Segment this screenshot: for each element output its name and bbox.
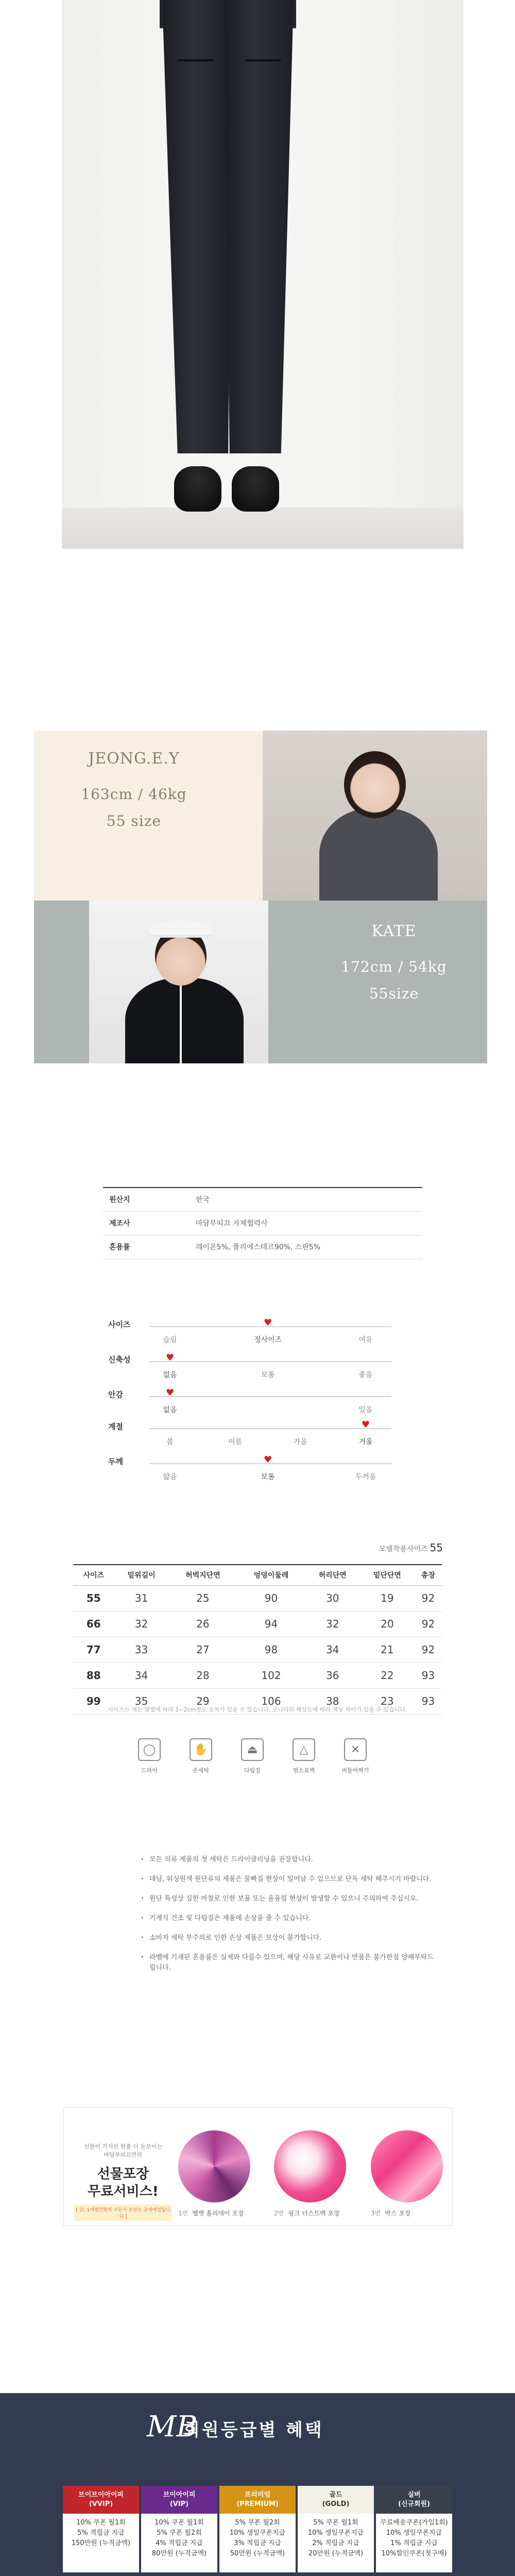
model-a-photo [263, 731, 487, 901]
care-label: 드라이 [141, 1767, 158, 1774]
tier-name: 브이아이피 [163, 2491, 196, 2499]
fit-grade-option: 보통 [261, 1371, 275, 1379]
product-info-table [103, 1187, 422, 1259]
size-header: 총장 [415, 1565, 442, 1585]
membership-tier [63, 2486, 139, 2576]
care-item-hand-wash [180, 1738, 221, 1774]
size-cell: 66 [73, 1611, 114, 1637]
size-note: 사이즈는 재는 방법에 따라 1~2cm정도 오차가 있을 수 있습니다. 모니터의 해상도에 따라 색상 차이가 있을 수 있습니다. [108, 1706, 407, 1713]
size-table [73, 1564, 442, 1715]
care-label: 다림질 [244, 1767, 261, 1774]
info-value: 레이온5%, 폴리에스테르90%, 스판5% [196, 1235, 422, 1259]
care-item-iron [232, 1738, 273, 1774]
model-size-caption-label: 모델착용사이즈 [379, 1545, 428, 1553]
gift-option-number: 2번 [274, 2210, 284, 2217]
info-key: 원산지 [103, 1188, 196, 1211]
model-size-caption [319, 1541, 443, 1554]
no-bleach-icon: △ [293, 1738, 315, 1761]
info-row [103, 1211, 422, 1235]
care-note: · 모든 의류 제품의 첫 세탁은 드라이클리닝을 권장합니다. [140, 1855, 434, 1865]
info-value: 한국 [196, 1188, 422, 1211]
fit-grade-label: 안감 [108, 1390, 123, 1399]
fit-grade-option: 가을 [293, 1438, 307, 1446]
tier-benefit: 무료배송쿠폰(가입1회) [380, 2519, 448, 2527]
tier-header [298, 2486, 374, 2514]
info-key: 혼용률 [103, 1235, 196, 1259]
size-cell: 32 [114, 1611, 169, 1637]
model-b-name: KATE [371, 922, 417, 940]
heel-shoe-right [232, 466, 279, 512]
model-a-height-weight: 163cm / 46kg [81, 786, 187, 803]
tier-benefit: 3% 적립금 지급 [234, 2539, 281, 2547]
size-header: 엉덩이둘레 [237, 1565, 305, 1585]
tier-benefit: 4% 적립금 지급 [156, 2539, 203, 2547]
gift-wrap-banner [63, 2107, 453, 2226]
size-cell: 92 [415, 1611, 442, 1637]
gift-headline: 선물포장 무료서비스! [88, 2166, 159, 2199]
info-row [103, 1235, 422, 1259]
info-row [103, 1188, 422, 1211]
size-cell: 21 [360, 1637, 415, 1663]
model-b-photo [89, 901, 268, 1063]
gift-option-2-caption [274, 2209, 340, 2217]
tier-header [219, 2486, 296, 2514]
model-a-size: 55 size [106, 812, 162, 829]
hand-wash-icon: ✋ [190, 1738, 212, 1761]
tier-benefits [141, 2514, 217, 2572]
size-table-header-row [73, 1565, 442, 1585]
size-cell: 93 [415, 1663, 442, 1688]
fit-grade-option: 보통 [261, 1473, 275, 1481]
size-cell: 31 [114, 1585, 169, 1611]
model-b-top [125, 978, 244, 1063]
fit-grade-option: 정사이즈 [253, 1336, 282, 1344]
gift-option-name: 박스 포장 [385, 2210, 411, 2217]
membership-tier [141, 2486, 217, 2576]
info-value: 마담부띠끄 자체협력사 [196, 1211, 422, 1235]
tier-name: 프리미엄 [244, 2491, 271, 2499]
size-header: 밑위길이 [114, 1565, 169, 1585]
fit-grade-option: 두꺼움 [355, 1473, 376, 1481]
model-b-cap [150, 920, 212, 938]
tier-code: (VVIP) [89, 2500, 113, 2508]
tier-benefit: 20만원 (누적금액) [308, 2550, 364, 2557]
size-cell: 55 [73, 1585, 114, 1611]
fit-grade-option: 슬림 [163, 1336, 177, 1344]
tier-benefit: 150만원 (누적금액) [71, 2539, 131, 2547]
size-cell: 94 [237, 1611, 305, 1637]
brand-logo: MB [147, 2410, 198, 2444]
care-item-no-bleach [283, 1738, 324, 1774]
tier-benefits [63, 2514, 139, 2572]
size-cell: 77 [73, 1637, 114, 1663]
size-cell: 38 [305, 1688, 360, 1714]
size-cell: 102 [237, 1663, 305, 1688]
model-b-height-weight: 172cm / 54kg [341, 958, 447, 975]
pants-left-leg [162, 0, 232, 453]
tier-benefit: 10% 생일쿠폰지급 [307, 2529, 364, 2537]
size-table-row [73, 1585, 442, 1611]
tier-benefit: 5% 쿠폰 월2회 [157, 2529, 202, 2537]
tier-name: 실버 [407, 2491, 421, 2499]
membership-tier [298, 2486, 374, 2572]
size-cell: 34 [305, 1637, 360, 1663]
size-header: 허벅지단면 [169, 1565, 237, 1585]
tier-code: (PREMIUM) [236, 2500, 279, 2508]
size-cell: 88 [73, 1663, 114, 1688]
size-cell: 28 [169, 1663, 237, 1688]
size-cell: 34 [114, 1663, 169, 1688]
selected-heart-icon: ♥ [264, 1317, 272, 1328]
fit-grade-label: 계절 [108, 1422, 123, 1431]
membership-tier [376, 2486, 452, 2572]
fit-grade-scale-line [149, 1396, 391, 1397]
care-label: 염소표백 [293, 1767, 315, 1774]
fit-grade-option: 좋음 [358, 1371, 373, 1379]
model-b-size: 55size [369, 985, 419, 1002]
model-a-name: JEONG.E.Y [88, 750, 180, 768]
tier-benefit: 5% 적립금 지급 [77, 2529, 125, 2537]
tier-benefit: 1% 적립금 지급 [390, 2539, 438, 2547]
tier-benefit: 10% 쿠폰 월1회 [154, 2519, 204, 2527]
membership-tier [219, 2486, 296, 2576]
model-b-zipper [180, 983, 182, 1063]
tier-header [63, 2486, 139, 2514]
tier-benefits [376, 2514, 452, 2572]
size-cell: 36 [305, 1663, 360, 1688]
model-a-top [319, 808, 438, 901]
fit-grade-option: 얇음 [163, 1473, 177, 1481]
tier-benefits [298, 2514, 374, 2572]
back-pocket-right [245, 59, 281, 61]
care-instructions [129, 1738, 386, 1790]
gift-option-number: 3번 [371, 2210, 381, 2217]
gift-option-1-caption [178, 2209, 244, 2217]
tier-benefit: 80만원 (누적금액) [151, 2550, 207, 2557]
fit-grade-row [108, 1456, 397, 1497]
care-item-dry-clean [129, 1738, 170, 1774]
tier-code: (VIP) [169, 2500, 189, 2508]
fit-grade-option: 있음 [358, 1406, 373, 1414]
selected-heart-icon: ♥ [166, 1387, 175, 1398]
tier-benefit: 50만원 (누적금액) [230, 2550, 285, 2557]
care-note: · 기계식 건조 및 다림질은 제품에 손상을 줄 수 있습니다. [140, 1913, 434, 1924]
size-cell: 92 [415, 1637, 442, 1663]
size-cell: 29 [169, 1688, 237, 1714]
fit-grade-scale-line [149, 1361, 391, 1362]
selected-heart-icon: ♥ [166, 1352, 175, 1363]
size-cell: 32 [305, 1611, 360, 1637]
gift-option-2-image [274, 2130, 346, 2202]
gift-option-1-image [178, 2130, 250, 2202]
tier-benefit: 10% 쿠폰 월1회 [76, 2519, 126, 2527]
size-cell: 33 [114, 1637, 169, 1663]
care-note: · 라벨에 기재된 혼용률은 실제와 다를수 있으며, 해당 사유로 교환이나 반품은 불가한점 양해부탁드립니다. [140, 1953, 434, 1973]
tier-benefits [219, 2514, 296, 2572]
size-table-row [73, 1637, 442, 1663]
fit-grade-option: 여름 [228, 1438, 243, 1446]
care-notes-list [140, 1855, 434, 1982]
model-size-caption-value: 55 [430, 1541, 443, 1554]
iron-icon: ⏏ [241, 1738, 264, 1761]
fit-grade-option: 봄 [166, 1438, 174, 1446]
size-header: 사이즈 [73, 1565, 114, 1585]
gift-option-3-image [371, 2130, 443, 2202]
care-note: · 원단 특성상 심한 마찰로 인한 보풀 또는 올풀림 현상이 발생할 수 있으니 주의하여 주십시오. [140, 1894, 434, 1904]
size-cell: 35 [114, 1688, 169, 1714]
size-header: 밑단단면 [360, 1565, 415, 1585]
heel-shoe-left [174, 466, 221, 512]
size-cell: 20 [360, 1611, 415, 1637]
back-pocket-left [178, 59, 214, 61]
size-cell: 30 [305, 1585, 360, 1611]
care-note: · 소비자 세탁 부주의로 인한 손상 제품은 보상이 불가합니다. [140, 1933, 434, 1943]
info-key: 제조사 [103, 1211, 196, 1235]
size-cell: 22 [360, 1663, 415, 1688]
tier-benefit: 10% 생일쿠폰지급 [229, 2529, 286, 2537]
size-header: 허리단면 [305, 1565, 360, 1585]
tier-benefit: 5% 쿠폰 월2회 [235, 2519, 280, 2527]
tier-name: 브이브이아이피 [78, 2491, 124, 2499]
model-b-info [324, 922, 464, 1007]
size-table-row [73, 1663, 442, 1688]
tier-benefit: 5% 쿠폰 월1회 [313, 2519, 358, 2527]
fit-grade-option: 여유 [358, 1336, 373, 1344]
size-cell: 99 [73, 1688, 114, 1714]
care-label: 손세탁 [193, 1767, 209, 1774]
tier-benefit: 2% 적립금 지급 [312, 2539, 359, 2547]
model-a-info [64, 750, 203, 835]
fit-grade-label: 사이즈 [108, 1320, 131, 1329]
size-cell: 90 [237, 1585, 305, 1611]
fit-grade-option: 겨울 [358, 1438, 373, 1446]
tier-name: 골드 [329, 2491, 342, 2499]
size-cell: 92 [415, 1585, 442, 1611]
selected-heart-icon: ♥ [264, 1454, 272, 1465]
gift-condition-tag: [ 단, 1개별만원씩 주문시 포장은 교재예정입니다 ] [74, 2205, 172, 2221]
fit-grade-label: 두께 [108, 1457, 123, 1466]
size-table-row [73, 1611, 442, 1637]
membership-title: 회원등급별 혜택 [183, 2420, 324, 2441]
size-cell: 25 [169, 1585, 237, 1611]
size-cell: 93 [415, 1688, 442, 1714]
pants-right-leg [224, 0, 294, 453]
product-photo-back-view [62, 0, 464, 549]
size-cell: 19 [360, 1585, 415, 1611]
no-tumble-dry-icon: ✕ [344, 1738, 367, 1761]
tier-benefit: 10% 생일쿠폰지급 [386, 2529, 442, 2537]
model-a-head [344, 751, 406, 818]
size-cell: 98 [237, 1637, 305, 1663]
size-cell: 26 [169, 1611, 237, 1637]
care-label: 비틀어짜기 [341, 1767, 369, 1774]
membership-benefits [0, 2393, 515, 2576]
size-cell: 27 [169, 1637, 237, 1663]
fit-grade-label: 신축성 [108, 1355, 131, 1364]
size-cell: 106 [237, 1688, 305, 1714]
tier-header [376, 2486, 452, 2514]
gift-intro-text: 선물이 가지런 한출 더 돋보이는 마담부띠끄만의 [83, 2143, 163, 2158]
photo-floor [62, 507, 464, 549]
dry-clean-icon: ◯ [138, 1738, 161, 1761]
fit-grade-scale-line [149, 1428, 391, 1429]
fit-grade-option: 없음 [163, 1406, 177, 1414]
gift-option-3-caption [371, 2209, 410, 2217]
gift-option-name: 벨벳 홀리데이 포장 [192, 2210, 244, 2217]
tier-code: (신규회원) [398, 2500, 431, 2508]
size-cell: 23 [360, 1688, 415, 1714]
tier-code: (GOLD) [322, 2500, 350, 2508]
selected-heart-icon: ♥ [362, 1419, 370, 1430]
tier-header [141, 2486, 217, 2514]
care-note: · 데님, 워싱원색 원단류의 제품은 물빠짐 현상이 일어날 수 있으므로 단독 세탁 해주시기 바랍니다. [140, 1874, 434, 1885]
fit-grade-option: 없음 [163, 1371, 177, 1379]
gift-option-number: 1번 [178, 2210, 188, 2217]
tier-benefit: 10%할인쿠폰(첫구매) [381, 2550, 447, 2557]
gift-option-name: 핑크 더스트백 포장 [288, 2210, 340, 2217]
care-item-no-wring [335, 1738, 376, 1774]
